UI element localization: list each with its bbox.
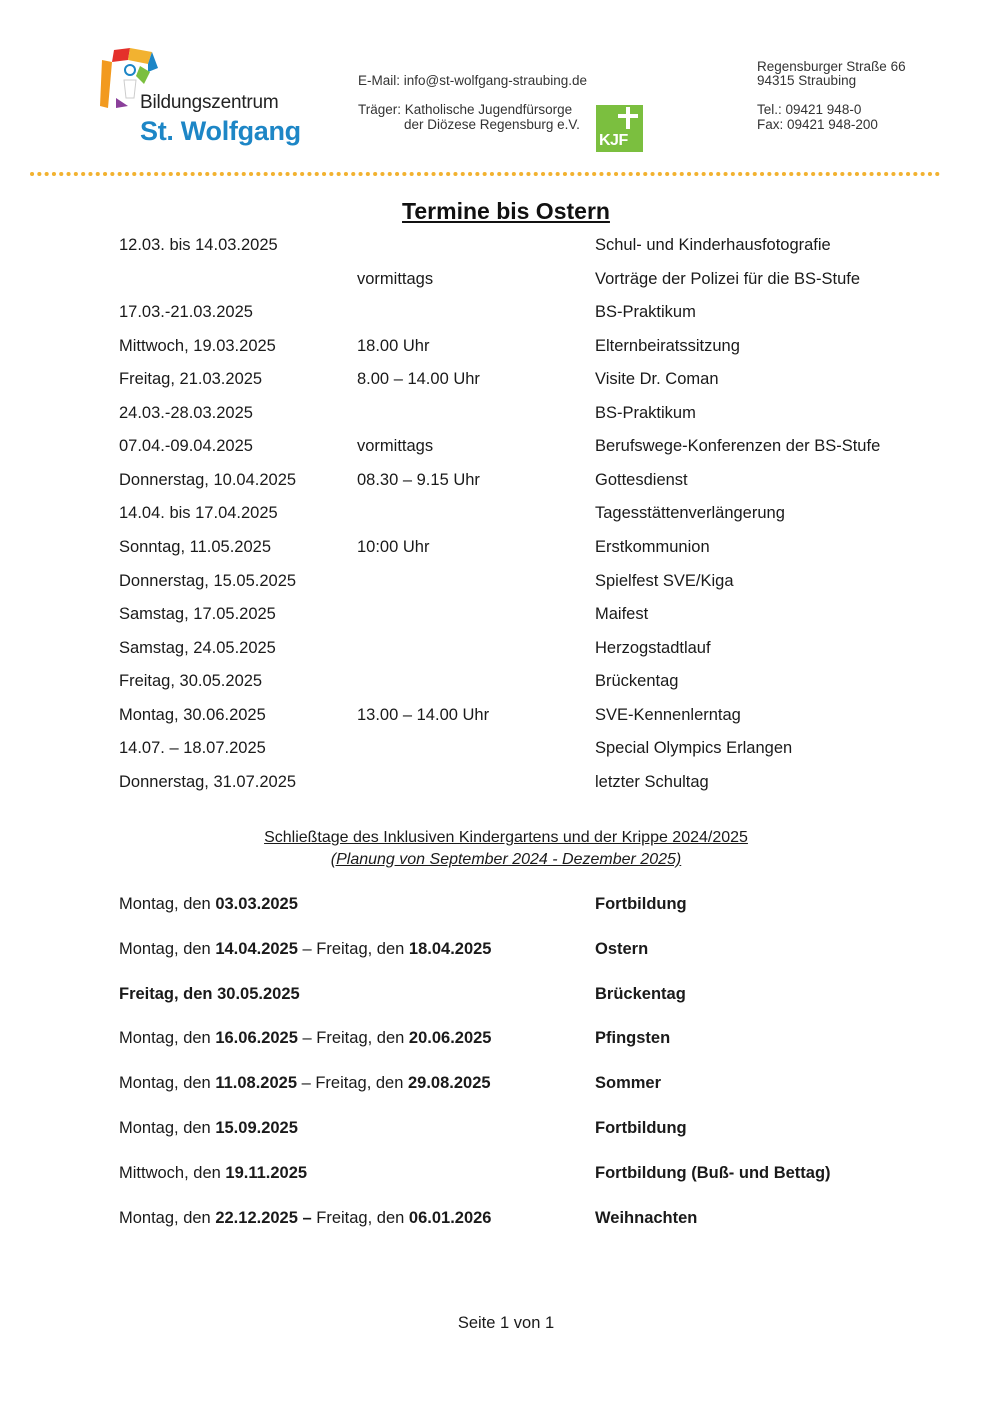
closure-subheading: (Planung von September 2024 - Dezember 2025): [330, 851, 682, 868]
schedule-date: Samstag, 24.05.2025: [119, 638, 276, 657]
address-street: Regensburger Straße 66: [757, 59, 906, 74]
schedule-date: 14.07. – 18.07.2025: [119, 739, 266, 758]
closure-prefix: Montag, den: [119, 1119, 216, 1137]
closure-start-date: Freitag, den 30.05.2025: [119, 984, 300, 1003]
closure-dates: [119, 1074, 491, 1093]
closure-prefix: Montag, den: [119, 1029, 216, 1048]
closure-row: [0, 1074, 1000, 1098]
phone-number: Tel.: 09421 948-0: [757, 102, 862, 117]
closure-start-date: 19.11.2025: [225, 1163, 308, 1182]
schedule-row: [0, 337, 1000, 361]
schedule-event: Special Olympics Erlangen: [595, 739, 793, 758]
schedule-event: Gottesdienst: [595, 470, 688, 489]
closure-reason: Fortbildung (Buß- und Bettag): [595, 1163, 831, 1182]
closure-row: [0, 1029, 1000, 1053]
schedule-event: Vorträge der Polizei für die BS-Stufe: [595, 269, 861, 288]
traeger-line-2: der Diözese Regensburg e.V.: [404, 117, 580, 132]
schedule-row: [0, 639, 1000, 663]
schedule-date: Donnerstag, 10.04.2025: [119, 470, 297, 489]
closure-start-date: 03.03.2025: [215, 895, 298, 913]
closure-row: [0, 1164, 1000, 1188]
schedule-time: 10:00 Uhr: [357, 537, 430, 556]
schedule-row: [0, 672, 1000, 696]
schedule-row: [0, 404, 1000, 428]
schedule-row: [0, 739, 1000, 763]
schedule-date: Freitag, 30.05.2025: [119, 672, 263, 691]
closure-end-date: 29.08.2025: [407, 1074, 491, 1093]
schedule-row: [0, 471, 1000, 495]
schedule-event: Tagesstättenverlängerung: [595, 504, 785, 523]
schedule-row: [0, 773, 1000, 797]
closure-reason: Ostern: [595, 939, 649, 958]
closure-heading: Schließtage des Inklusiven Kindergartens und der Krippe 2024/2025: [264, 829, 748, 846]
dotted-separator: [30, 170, 942, 178]
schedule-row: [0, 370, 1000, 394]
schedule-date: 12.03. bis 14.03.2025: [119, 236, 278, 254]
closure-dates: [119, 940, 492, 959]
kjf-logo: [596, 105, 643, 152]
fax-number: Fax: 09421 948-200: [757, 117, 878, 132]
closure-reason: Fortbildung: [595, 895, 687, 913]
closure-prefix: Montag, den: [119, 1208, 216, 1227]
closure-dates: [119, 895, 298, 914]
schedule-date: Sonntag, 11.05.2025: [119, 537, 271, 556]
schedule-date: Freitag, 21.03.2025: [119, 370, 263, 389]
cross-icon: [616, 107, 640, 129]
schedule-time: 8.00 – 14.00 Uhr: [357, 370, 480, 389]
closure-reason: Sommer: [595, 1074, 662, 1093]
schedule-row: [0, 270, 1000, 294]
closure-prefix: Montag, den: [119, 895, 216, 913]
closure-end-date: 18.04.2025: [408, 939, 492, 958]
schedule-date: 17.03.-21.03.2025: [119, 303, 253, 322]
schedule-date: 07.04.-09.04.2025: [119, 437, 253, 456]
closure-prefix: Montag, den: [119, 1074, 216, 1093]
closure-row: [0, 1119, 1000, 1143]
schedule-date: Samstag, 17.05.2025: [119, 605, 276, 624]
schedule-time: vormittags: [357, 269, 434, 288]
closure-dates: [119, 985, 300, 1004]
schedule-event: BS-Praktikum: [595, 403, 696, 422]
closure-middle: – Freitag, den: [297, 939, 409, 958]
schedule-time: 18.00 Uhr: [357, 336, 430, 355]
closure-start-date: 15.09.2025: [215, 1119, 298, 1137]
schedule-row: [0, 605, 1000, 629]
closure-row: [0, 895, 1000, 919]
closure-reason: Pfingsten: [595, 1029, 671, 1048]
address-city: 94315 Straubing: [757, 73, 857, 88]
closure-end-date: 06.01.2026: [408, 1208, 492, 1227]
schedule-event: Brückentag: [595, 672, 679, 691]
closure-row: [0, 1209, 1000, 1233]
schedule-row: [0, 236, 1000, 260]
schedule-event: SVE-Kennenlerntag: [595, 705, 741, 724]
closure-start-date: 22.12.2025 –: [215, 1208, 312, 1227]
schedule-row: [0, 538, 1000, 562]
page-title: Termine bis Ostern: [402, 198, 610, 224]
schedule-event: Maifest: [595, 605, 649, 624]
closure-prefix: Montag, den: [119, 939, 216, 958]
closure-prefix: Mittwoch, den: [119, 1163, 226, 1182]
schedule-event: letzter Schultag: [595, 772, 709, 791]
closure-reason: Fortbildung: [595, 1119, 687, 1137]
closure-dates: [119, 1029, 492, 1048]
schedule-event: Spielfest SVE/Kiga: [595, 571, 734, 590]
schedule-event: Schul- und Kinderhausfotografie: [595, 236, 831, 254]
traeger-line-1: Träger: Katholische Jugendfürsorge: [358, 102, 573, 117]
closure-middle: Freitag, den: [311, 1208, 409, 1227]
schedule-event: Berufswege-Konferenzen der BS-Stufe: [595, 437, 881, 456]
schedule-date: Donnerstag, 31.07.2025: [119, 772, 297, 791]
closure-row: [0, 985, 1000, 1009]
schedule-date: 14.04. bis 17.04.2025: [119, 504, 278, 523]
schedule-date: Donnerstag, 15.05.2025: [119, 571, 297, 590]
closure-dates: [119, 1119, 298, 1138]
closure-middle: – Freitag, den: [297, 1074, 408, 1093]
kjf-label: KJF: [599, 132, 628, 149]
schedule-row: [0, 437, 1000, 461]
schedule-row: [0, 303, 1000, 327]
schedule-row: [0, 504, 1000, 528]
schedule-event: Herzogstadtlauf: [595, 638, 711, 657]
closure-middle: – Freitag, den: [297, 1029, 409, 1048]
bildungszentrum-logo: [100, 46, 320, 156]
closure-start-date: 14.04.2025: [215, 939, 298, 958]
closure-row: [0, 940, 1000, 964]
closure-reason: Brückentag: [595, 984, 686, 1003]
schedule-row: [0, 572, 1000, 596]
schedule-time: vormittags: [357, 437, 434, 456]
closure-dates: [119, 1209, 492, 1228]
schedule-date: Mittwoch, 19.03.2025: [119, 336, 276, 355]
page-number: Seite 1 von 1: [457, 1314, 555, 1332]
closure-start-date: 16.06.2025: [215, 1029, 298, 1048]
schedule-date: 24.03.-28.03.2025: [119, 403, 253, 422]
schedule-event: BS-Praktikum: [595, 303, 696, 322]
closure-reason: Weihnachten: [595, 1208, 698, 1227]
schedule-event: Erstkommunion: [595, 537, 710, 556]
schedule-time: 13.00 – 14.00 Uhr: [357, 705, 490, 724]
schedule-row: [0, 706, 1000, 730]
schedule-time: 08.30 – 9.15 Uhr: [357, 470, 480, 489]
logo-line-2: St. Wolfgang: [140, 116, 301, 146]
closure-end-date: 20.06.2025: [408, 1029, 492, 1048]
schedule-event: Visite Dr. Coman: [595, 370, 719, 389]
email-address: E-Mail: info@st-wolfgang-straubing.de: [358, 73, 588, 88]
schedule-date: Montag, 30.06.2025: [119, 705, 266, 724]
logo-line-1: Bildungszentrum: [140, 92, 279, 113]
closure-dates: [119, 1164, 307, 1183]
schedule-event: Elternbeiratssitzung: [595, 336, 740, 355]
closure-start-date: 11.08.2025: [215, 1074, 297, 1093]
